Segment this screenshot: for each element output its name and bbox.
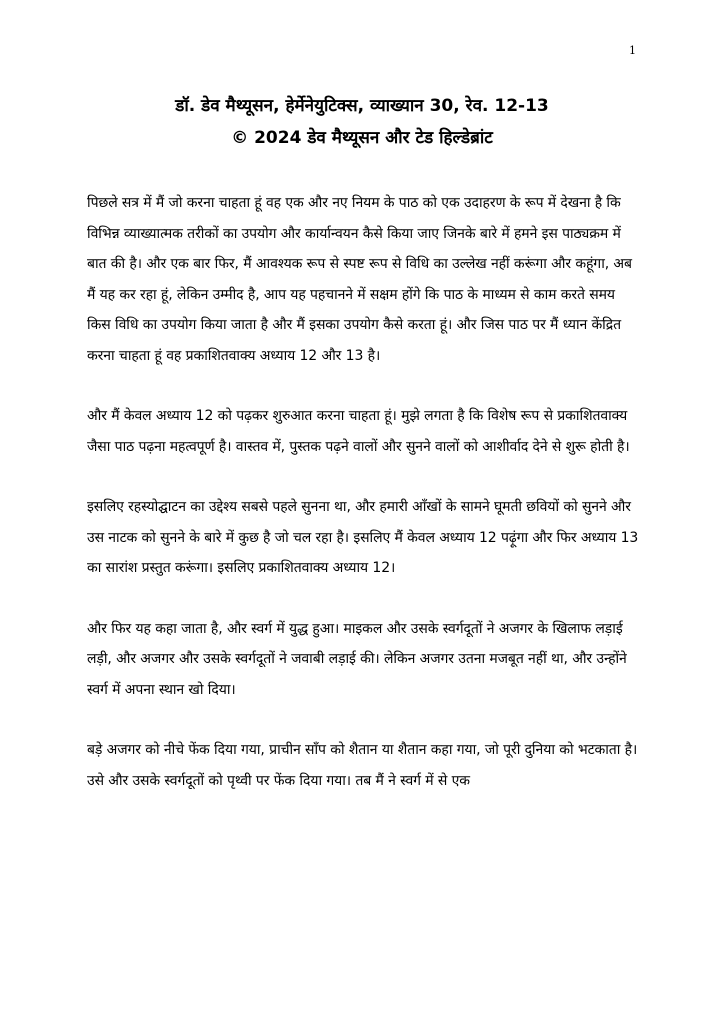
page-number: 1 bbox=[629, 44, 636, 57]
paragraph: इसलिए रहस्योद्घाटन का उद्देश्य सबसे पहले सुनना था, और हमारी आँखों के सामने घूमती छवियों को सुनने और उस नाटक को सुनने के बारे में कुछ है जो चल रहा है। इसलिए मैं केवल अध्याय 12 पढ़ूंगा और फिर अध्याय 13 का सारांश प्रस्तुत करूंगा। इसलिए प्रकाशितवाक्य अध्याय 12। bbox=[87, 499, 639, 576]
paragraph: बड़े अजगर को नीचे फेंक दिया गया, प्राचीन साँप को शैतान या शैतान कहा गया, जो पूरी दुनिया को भटकाता है। उसे और उसके स्वर्गदूतों को पृथ्वी पर फेंक दिया गया। तब मैं ने स्वर्ग में से एक bbox=[87, 742, 638, 789]
paragraph: पिछले सत्र में मैं जो करना चाहता हूं वह एक और नए नियम के पाठ को एक उदाहरण के रूप में देखना है कि विभिन्न व्याख्यात्मक तरीकों का उपयोग और कार्यान्वयन कैसे किया जाए जिनके बारे में हमने इस पाठ्यक्रम में बात की है। और एक बार फिर, मैं आवश्यक रूप से स्पष्ट रूप से विधि का उल्लेख नहीं करूंगा और कहूंगा, अब मैं यह कर रहा हूं, लेकिन उम्मीद है, आप यह पहचानने में सक्षम होंगे कि पाठ के माध्यम से काम करते समय किस विधि का उपयोग किया जाता है और मैं इसका उपयोग कैसे करता हूं। और जिस पाठ पर मैं ध्यान केंद्रित करना चाहता हूं वह प्रकाशितवाक्य अध्याय 12 और 13 है। bbox=[87, 195, 632, 364]
paragraph: और मैं केवल अध्याय 12 को पढ़कर शुरुआत करना चाहता हूं। मुझे लगता है कि विशेष रूप से प्रकाशितवाक्य जैसा पाठ पढ़ना महत्वपूर्ण है। वास्तव में, पुस्तक पढ़ने वालों और सुनने वालों को आशीर्वाद देने से शुरू होती है। bbox=[87, 408, 630, 455]
copyright-line: © 2024 डेव मैथ्यूसन और टेड हिल्डेब्रांट bbox=[231, 128, 493, 148]
paragraph: और फिर यह कहा जाता है, और स्वर्ग में युद्ध हुआ। माइकल और उसके स्वर्गदूतों ने अजगर के खिलाफ लड़ाई लड़ी, और अजगर और उसके स्वर्गदूतों ने जवाबी लड़ाई की। लेकिन अजगर उतना मजबूत नहीं था, और उन्होंने स्वर्ग में अपना स्थान खो दिया। bbox=[87, 620, 627, 698]
document-header bbox=[60, 90, 664, 154]
document-title: डॉ. डेव मैथ्यूसन, हेर्मेनेयुटिक्स, व्याख्यान 30, रेव. 12-13 bbox=[175, 96, 549, 116]
document-body bbox=[87, 188, 640, 826]
